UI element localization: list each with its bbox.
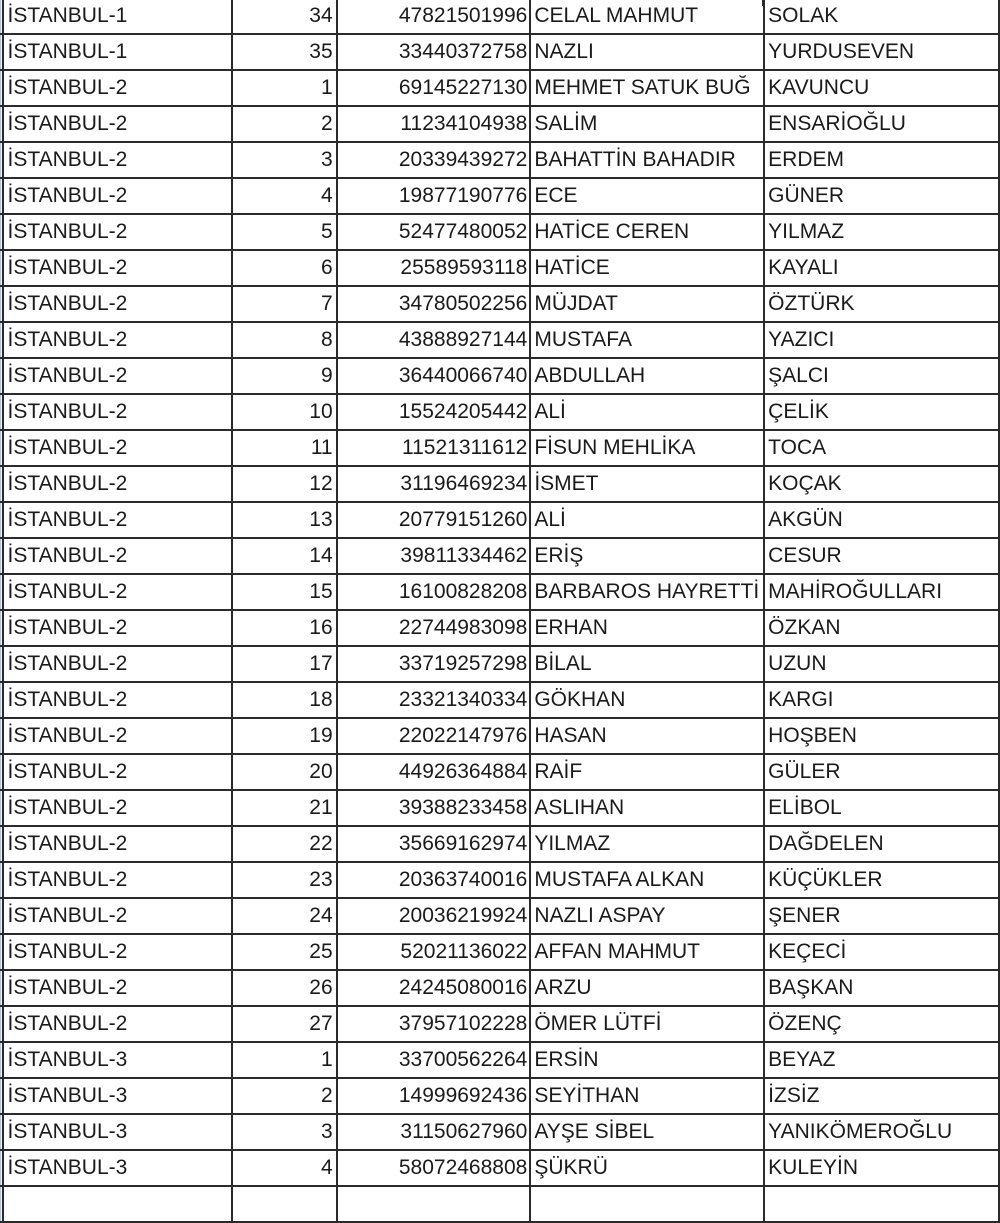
cell-district[interactable]: İSTANBUL-2 bbox=[3, 286, 232, 322]
cell-rank[interactable]: 13 bbox=[232, 502, 337, 538]
table-row bbox=[1, 214, 1000, 250]
cell-district[interactable]: İSTANBUL-2 bbox=[3, 250, 232, 286]
cell-tc-id[interactable]: 43888927144 bbox=[337, 322, 531, 358]
cell-tc-id[interactable]: 20779151260 bbox=[337, 502, 531, 538]
cell-tc-id[interactable]: 37957102228 bbox=[337, 1006, 531, 1042]
table-row bbox=[1, 394, 1000, 430]
cell-tc-id[interactable]: 16100828208 bbox=[337, 574, 531, 610]
cell-rank[interactable]: 10 bbox=[232, 394, 337, 430]
cell-last-name[interactable]: KULEYİN bbox=[764, 1150, 999, 1186]
cell-last-name[interactable]: YAZICI bbox=[764, 322, 999, 358]
table-row bbox=[1, 466, 1000, 502]
cell-first-name[interactable]: FİSUN MEHLİKA bbox=[530, 430, 764, 466]
cell-tc-id[interactable]: 31150627960 bbox=[337, 1114, 531, 1150]
table-row bbox=[1, 898, 1000, 934]
cell-rank[interactable]: 16 bbox=[232, 610, 337, 646]
cell-district[interactable]: İSTANBUL-2 bbox=[3, 1006, 232, 1042]
cell-first-name[interactable]: ERİŞ bbox=[530, 538, 764, 574]
cell-tc-id[interactable]: 36440066740 bbox=[337, 358, 531, 394]
table-row bbox=[1, 1078, 1000, 1114]
cell-rank[interactable]: 21 bbox=[232, 790, 337, 826]
table-row bbox=[1, 574, 1000, 610]
table-row bbox=[1, 430, 1000, 466]
cell-rank[interactable]: 19 bbox=[232, 718, 337, 754]
cell-tc-id[interactable]: 24245080016 bbox=[337, 970, 531, 1006]
cell-last-name[interactable]: KARGI bbox=[764, 682, 999, 718]
cell-first-name[interactable]: CELAL MAHMUT bbox=[530, 0, 764, 34]
table-row bbox=[1, 34, 1000, 70]
table-row bbox=[1, 754, 1000, 790]
cell-district[interactable]: İSTANBUL-2 bbox=[3, 502, 232, 538]
cell-rank[interactable]: 1 bbox=[232, 70, 337, 106]
table-row bbox=[1, 502, 1000, 538]
cell-district[interactable]: İSTANBUL-2 bbox=[3, 934, 232, 970]
cell-first-name[interactable]: İSMET bbox=[530, 466, 764, 502]
cell-first-name[interactable]: BAHATTİN BAHADIR bbox=[530, 142, 764, 178]
cell-first-name[interactable]: ALİ bbox=[530, 394, 764, 430]
cell-tc-id[interactable]: 11521311612 bbox=[337, 430, 531, 466]
table-row bbox=[1, 970, 1000, 1006]
cell-rank[interactable]: 35 bbox=[232, 34, 337, 70]
cell-last-name[interactable]: ŞENER bbox=[764, 898, 999, 934]
table-row bbox=[1, 70, 1000, 106]
cell-last-name[interactable]: UZUN bbox=[764, 646, 999, 682]
cell-first-name[interactable]: ASLIHAN bbox=[530, 790, 764, 826]
cell-district[interactable]: İSTANBUL-2 bbox=[3, 826, 232, 862]
cell-rank[interactable]: 3 bbox=[232, 142, 337, 178]
cell-last-name[interactable] bbox=[764, 1186, 999, 1222]
cell-last-name[interactable]: ÖZKAN bbox=[764, 610, 999, 646]
cell-district[interactable]: İSTANBUL-2 bbox=[3, 898, 232, 934]
cell-rank[interactable]: 12 bbox=[232, 466, 337, 502]
cell-district[interactable] bbox=[3, 1186, 232, 1222]
cell-first-name[interactable]: HASAN bbox=[530, 718, 764, 754]
cell-rank[interactable]: 24 bbox=[232, 898, 337, 934]
cell-district[interactable]: İSTANBUL-2 bbox=[3, 718, 232, 754]
table-row bbox=[1, 718, 1000, 754]
cell-last-name[interactable]: SOLAK bbox=[764, 0, 999, 34]
cell-first-name[interactable] bbox=[530, 1186, 764, 1222]
cell-tc-id[interactable]: 39388233458 bbox=[337, 790, 531, 826]
cell-tc-id[interactable]: 58072468808 bbox=[337, 1150, 531, 1186]
cell-rank[interactable]: 22 bbox=[232, 826, 337, 862]
cell-tc-id[interactable]: 34780502256 bbox=[337, 286, 531, 322]
cell-rank[interactable]: 34 bbox=[232, 0, 337, 34]
cell-rank[interactable]: 27 bbox=[232, 1006, 337, 1042]
cell-last-name[interactable]: HOŞBEN bbox=[764, 718, 999, 754]
cell-first-name[interactable]: ABDULLAH bbox=[530, 358, 764, 394]
cell-district[interactable]: İSTANBUL-1 bbox=[3, 0, 232, 34]
cell-first-name[interactable]: MUSTAFA ALKAN bbox=[530, 862, 764, 898]
cell-rank[interactable]: 11 bbox=[232, 430, 337, 466]
cell-tc-id[interactable] bbox=[337, 1186, 531, 1222]
cell-rank[interactable]: 20 bbox=[232, 754, 337, 790]
table-row bbox=[1, 358, 1000, 394]
cell-tc-id[interactable]: 20339439272 bbox=[337, 142, 531, 178]
table-row bbox=[1, 1150, 1000, 1186]
cell-rank[interactable]: 4 bbox=[232, 178, 337, 214]
cell-tc-id[interactable]: 52021136022 bbox=[337, 934, 531, 970]
cell-first-name[interactable]: ARZU bbox=[530, 970, 764, 1006]
cell-rank[interactable]: 23 bbox=[232, 862, 337, 898]
table-row bbox=[1, 178, 1000, 214]
cell-tc-id[interactable]: 20036219924 bbox=[337, 898, 531, 934]
table-row bbox=[1, 1186, 1000, 1222]
table-row bbox=[1, 250, 1000, 286]
table-row bbox=[1, 106, 1000, 142]
table-row bbox=[1, 682, 1000, 718]
cell-rank[interactable]: 18 bbox=[232, 682, 337, 718]
cell-district[interactable]: İSTANBUL-2 bbox=[3, 178, 232, 214]
cell-tc-id[interactable]: 20363740016 bbox=[337, 862, 531, 898]
table-row bbox=[1, 610, 1000, 646]
cell-last-name[interactable]: ŞALCI bbox=[764, 358, 999, 394]
cell-last-name[interactable]: YANIKÖMEROĞLU bbox=[764, 1114, 999, 1150]
cell-first-name[interactable]: HATİCE bbox=[530, 250, 764, 286]
cell-rank[interactable]: 7 bbox=[232, 286, 337, 322]
cell-first-name[interactable]: ERSİN bbox=[530, 1042, 764, 1078]
table-row bbox=[1, 0, 1000, 34]
cell-first-name[interactable]: YILMAZ bbox=[530, 826, 764, 862]
cell-tc-id[interactable]: 35669162974 bbox=[337, 826, 531, 862]
cell-first-name[interactable]: ALİ bbox=[530, 502, 764, 538]
table-row bbox=[1, 1042, 1000, 1078]
cell-last-name[interactable]: KÜÇÜKLER bbox=[764, 862, 999, 898]
cell-tc-id[interactable]: 47821501996 bbox=[337, 0, 531, 34]
cell-last-name[interactable]: BAŞKAN bbox=[764, 970, 999, 1006]
cell-rank[interactable]: 26 bbox=[232, 970, 337, 1006]
cell-tc-id[interactable]: 44926364884 bbox=[337, 754, 531, 790]
cell-rank[interactable]: 17 bbox=[232, 646, 337, 682]
cell-last-name[interactable]: GÜLER bbox=[764, 754, 999, 790]
cell-last-name[interactable]: AKGÜN bbox=[764, 502, 999, 538]
cell-first-name[interactable]: MEHMET SATUK BUĞ bbox=[530, 70, 764, 106]
cell-rank[interactable]: 9 bbox=[232, 358, 337, 394]
cell-last-name[interactable]: ELİBOL bbox=[764, 790, 999, 826]
cell-rank[interactable]: 2 bbox=[232, 106, 337, 142]
cell-tc-id[interactable]: 52477480052 bbox=[337, 214, 531, 250]
cell-district[interactable]: İSTANBUL-2 bbox=[3, 70, 232, 106]
cell-district[interactable]: İSTANBUL-3 bbox=[3, 1078, 232, 1114]
table-row bbox=[1, 538, 1000, 574]
cell-tc-id[interactable]: 25589593118 bbox=[337, 250, 531, 286]
cell-last-name[interactable]: DAĞDELEN bbox=[764, 826, 999, 862]
cell-district[interactable]: İSTANBUL-2 bbox=[3, 430, 232, 466]
cell-first-name[interactable]: AYŞE SİBEL bbox=[530, 1114, 764, 1150]
cell-district[interactable]: İSTANBUL-2 bbox=[3, 538, 232, 574]
table-row bbox=[1, 862, 1000, 898]
cell-rank[interactable]: 5 bbox=[232, 214, 337, 250]
cell-last-name[interactable]: ÇELİK bbox=[764, 394, 999, 430]
cell-first-name[interactable]: BARBAROS HAYRETTİ bbox=[530, 574, 764, 610]
cell-district[interactable]: İSTANBUL-3 bbox=[3, 1114, 232, 1150]
cell-last-name[interactable]: MAHİROĞULLARI bbox=[764, 574, 999, 610]
cell-last-name[interactable]: GÜNER bbox=[764, 178, 999, 214]
cell-last-name[interactable]: ERDEM bbox=[764, 142, 999, 178]
cell-first-name[interactable]: MUSTAFA bbox=[530, 322, 764, 358]
cell-rank[interactable]: 14 bbox=[232, 538, 337, 574]
cell-last-name[interactable]: İZSİZ bbox=[764, 1078, 999, 1114]
cell-first-name[interactable]: ERHAN bbox=[530, 610, 764, 646]
cell-district[interactable]: İSTANBUL-2 bbox=[3, 394, 232, 430]
cell-first-name[interactable]: GÖKHAN bbox=[530, 682, 764, 718]
cell-first-name[interactable]: ECE bbox=[530, 178, 764, 214]
cell-district[interactable]: İSTANBUL-2 bbox=[3, 106, 232, 142]
table-row bbox=[1, 1006, 1000, 1042]
cell-first-name[interactable]: HATİCE CEREN bbox=[530, 214, 764, 250]
cell-first-name[interactable]: RAİF bbox=[530, 754, 764, 790]
table-row bbox=[1, 790, 1000, 826]
cell-district[interactable]: İSTANBUL-2 bbox=[3, 322, 232, 358]
cell-district[interactable]: İSTANBUL-2 bbox=[3, 682, 232, 718]
cell-district[interactable]: İSTANBUL-3 bbox=[3, 1150, 232, 1186]
cell-rank[interactable]: 25 bbox=[232, 934, 337, 970]
cell-district[interactable]: İSTANBUL-3 bbox=[3, 1042, 232, 1078]
cell-last-name[interactable]: CESUR bbox=[764, 538, 999, 574]
cell-district[interactable]: İSTANBUL-2 bbox=[3, 862, 232, 898]
table-row bbox=[1, 934, 1000, 970]
cell-tc-id[interactable]: 23321340334 bbox=[337, 682, 531, 718]
cell-rank[interactable]: 4 bbox=[232, 1150, 337, 1186]
cell-district[interactable]: İSTANBUL-2 bbox=[3, 646, 232, 682]
cell-district[interactable]: İSTANBUL-2 bbox=[3, 754, 232, 790]
table-row bbox=[1, 322, 1000, 358]
cell-tc-id[interactable]: 11234104938 bbox=[337, 106, 531, 142]
cell-first-name[interactable]: AFFAN MAHMUT bbox=[530, 934, 764, 970]
cell-district[interactable]: İSTANBUL-2 bbox=[3, 790, 232, 826]
cell-last-name[interactable]: YURDUSEVEN bbox=[764, 34, 999, 70]
cell-tc-id[interactable]: 31196469234 bbox=[337, 466, 531, 502]
cell-district[interactable]: İSTANBUL-2 bbox=[3, 970, 232, 1006]
cell-first-name[interactable]: ÖMER LÜTFİ bbox=[530, 1006, 764, 1042]
sheet-body bbox=[1, 0, 1000, 1222]
cell-last-name[interactable]: ÖZTÜRK bbox=[764, 286, 999, 322]
cell-first-name[interactable]: MÜJDAT bbox=[530, 286, 764, 322]
table-row bbox=[1, 286, 1000, 322]
cell-first-name[interactable]: NAZLI bbox=[530, 34, 764, 70]
cell-last-name[interactable]: BEYAZ bbox=[764, 1042, 999, 1078]
cell-tc-id[interactable]: 33719257298 bbox=[337, 646, 531, 682]
cell-rank[interactable]: 2 bbox=[232, 1078, 337, 1114]
cell-rank[interactable]: 3 bbox=[232, 1114, 337, 1150]
cell-last-name[interactable]: KAVUNCU bbox=[764, 70, 999, 106]
cell-first-name[interactable]: ŞÜKRÜ bbox=[530, 1150, 764, 1186]
cell-rank[interactable] bbox=[232, 1186, 337, 1222]
cell-tc-id[interactable]: 33700562264 bbox=[337, 1042, 531, 1078]
cell-district[interactable]: İSTANBUL-2 bbox=[3, 358, 232, 394]
cell-district[interactable]: İSTANBUL-1 bbox=[3, 34, 232, 70]
cell-tc-id[interactable]: 33440372758 bbox=[337, 34, 531, 70]
cell-tc-id[interactable]: 69145227130 bbox=[337, 70, 531, 106]
cell-last-name[interactable]: KAYALI bbox=[764, 250, 999, 286]
cell-rank[interactable]: 6 bbox=[232, 250, 337, 286]
cell-first-name[interactable]: NAZLI ASPAY bbox=[530, 898, 764, 934]
cell-district[interactable]: İSTANBUL-2 bbox=[3, 466, 232, 502]
cell-last-name[interactable]: ENSARİOĞLU bbox=[764, 106, 999, 142]
cell-first-name[interactable]: BİLAL bbox=[530, 646, 764, 682]
table-row bbox=[1, 826, 1000, 862]
cell-last-name[interactable]: TOCA bbox=[764, 430, 999, 466]
cell-last-name[interactable]: ÖZENÇ bbox=[764, 1006, 999, 1042]
table-row bbox=[1, 142, 1000, 178]
cell-district[interactable]: İSTANBUL-2 bbox=[3, 142, 232, 178]
cell-first-name[interactable]: SEYİTHAN bbox=[530, 1078, 764, 1114]
cell-last-name[interactable]: YILMAZ bbox=[764, 214, 999, 250]
cell-district[interactable]: İSTANBUL-2 bbox=[3, 610, 232, 646]
table-row bbox=[1, 1114, 1000, 1150]
cell-tc-id[interactable]: 19877190776 bbox=[337, 178, 531, 214]
cell-rank[interactable]: 1 bbox=[232, 1042, 337, 1078]
cell-district[interactable]: İSTANBUL-2 bbox=[3, 574, 232, 610]
cell-district[interactable]: İSTANBUL-2 bbox=[3, 214, 232, 250]
cell-tc-id[interactable]: 39811334462 bbox=[337, 538, 531, 574]
cell-tc-id[interactable]: 14999692436 bbox=[337, 1078, 531, 1114]
cell-last-name[interactable]: KEÇECİ bbox=[764, 934, 999, 970]
cell-rank[interactable]: 15 bbox=[232, 574, 337, 610]
cell-tc-id[interactable]: 22022147976 bbox=[337, 718, 531, 754]
table-row bbox=[1, 646, 1000, 682]
cell-tc-id[interactable]: 22744983098 bbox=[337, 610, 531, 646]
cell-last-name[interactable]: KOÇAK bbox=[764, 466, 999, 502]
cell-tc-id[interactable]: 15524205442 bbox=[337, 394, 531, 430]
cell-rank[interactable]: 8 bbox=[232, 322, 337, 358]
cell-first-name[interactable]: SALİM bbox=[530, 106, 764, 142]
